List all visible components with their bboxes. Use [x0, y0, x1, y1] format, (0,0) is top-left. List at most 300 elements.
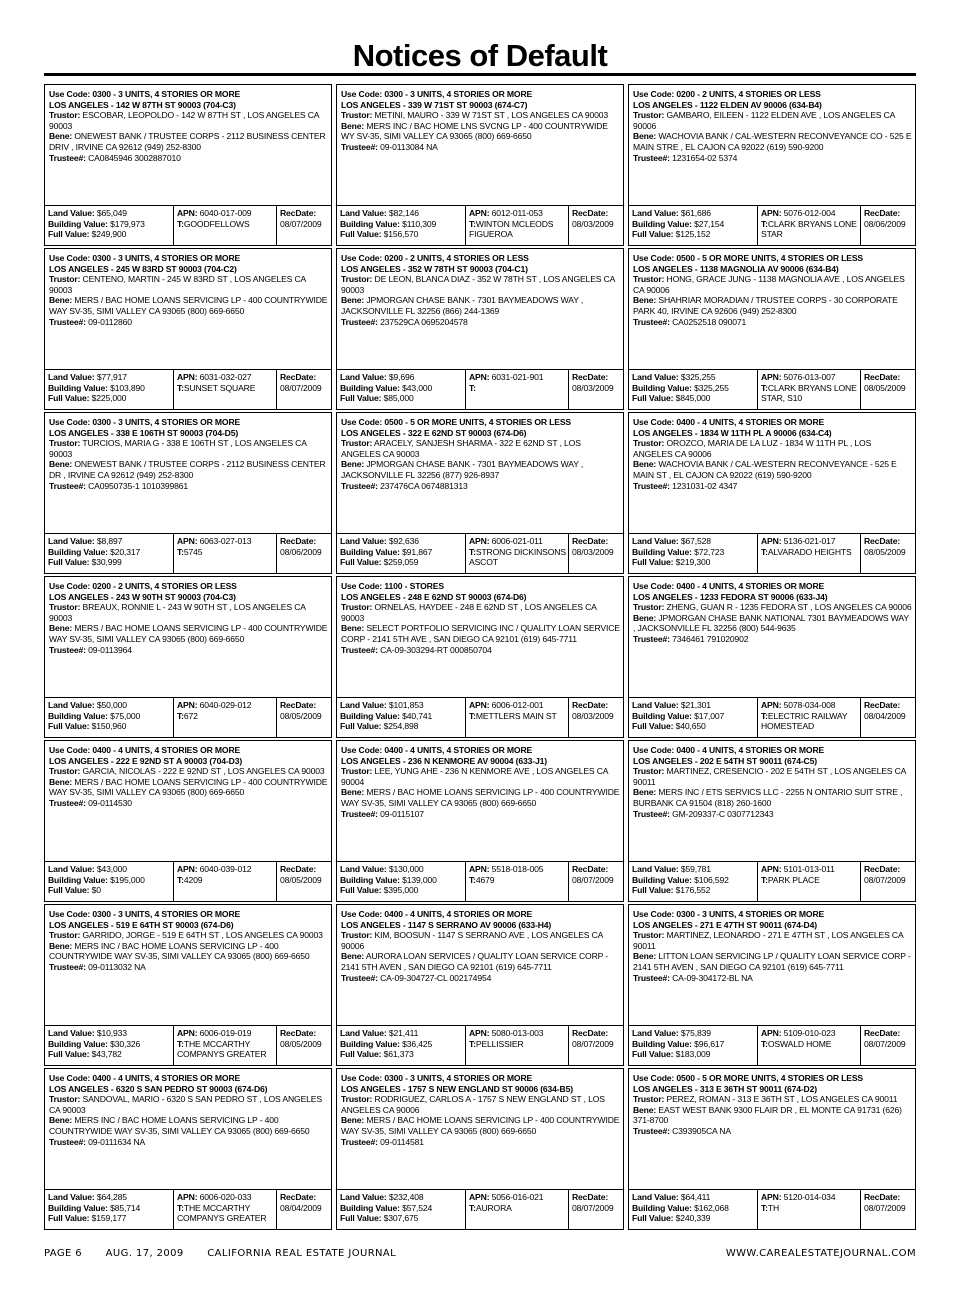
land-value-label: Land Value: — [340, 864, 387, 874]
apn-cell — [174, 369, 277, 410]
trustor-label: Trustor: — [633, 602, 665, 613]
building-value-label: Building Value: — [632, 218, 692, 229]
use-code: Use Code: 0500 - 5 OR MORE UNITS, 4 STORIES OR LESS — [341, 417, 572, 427]
bene-value: ONEWEST BANK / TRUSTEE CORPS - 2112 BUSINESS CENTER DRIV , IRVINE CA 92612 (949) 252-8300 — [49, 131, 326, 152]
bene-line — [49, 131, 328, 152]
full-value — [632, 393, 757, 404]
tract-line — [761, 383, 860, 404]
apn-value: 6040-029-012 — [199, 700, 252, 710]
building-value-amount: $27,154 — [694, 218, 725, 229]
apn-label: APN: — [761, 372, 782, 382]
recdate-cell — [861, 369, 916, 410]
trustee-value: CA-09-303294-RT 000850704 — [380, 644, 492, 655]
trustee-value: 09-0114581 — [380, 1136, 424, 1147]
trustee-line — [341, 142, 620, 153]
tract-line — [469, 1203, 568, 1214]
building-value — [340, 1039, 465, 1050]
trustor-line — [633, 274, 912, 295]
building-value — [632, 1039, 757, 1050]
full-value-amount: $845,000 — [675, 393, 711, 404]
tract-line — [469, 547, 568, 568]
building-value-label: Building Value: — [632, 1038, 692, 1049]
land-value-label: Land Value: — [340, 372, 387, 382]
trustee-line — [49, 1137, 328, 1148]
land-value-label: Land Value: — [632, 864, 679, 874]
trustee-value: C393905CA NA — [672, 1125, 731, 1136]
full-value-label: Full Value: — [340, 557, 382, 568]
notice-card — [336, 248, 624, 410]
values-row — [44, 533, 332, 574]
values-row — [628, 1025, 916, 1066]
apn-cell — [174, 533, 277, 574]
bene-value: MERS INC / BAC HOME LOANS SERVICING LP - 400 COUNTRYWIDE WAY SV-35, SIMI VALLEY CA 93065 (800) 669-6650 — [49, 940, 310, 962]
building-value-amount: $43,000 — [402, 382, 433, 393]
bene-value: SELECT PORTFOLIO SERVICING INC / QUALITY LOAN SERVICE CORP - 2141 5TH AVE , SAN DIEGO CA 92101 (619) 645-7711 — [341, 623, 620, 644]
tract-label: T: — [761, 546, 768, 557]
full-value-amount: $150,960 — [91, 721, 127, 732]
trustee-label: Trustee#: — [633, 633, 670, 644]
land-value-amount: $67,528 — [680, 536, 711, 546]
trustee-value: CA-09-304172-BL NA — [672, 972, 753, 983]
building-value — [340, 383, 465, 394]
tract-value: 5745 — [183, 546, 203, 557]
building-value — [340, 1203, 465, 1214]
apn-cell — [758, 369, 861, 410]
apn-line — [469, 700, 568, 711]
trustor-label: Trustor: — [633, 274, 665, 285]
trustor-line — [633, 766, 912, 787]
land-value — [48, 372, 173, 383]
land-value — [340, 208, 465, 219]
values-row — [628, 861, 916, 902]
notice-body — [336, 248, 624, 369]
values-row — [628, 697, 916, 738]
recdate-label: RecDate: — [280, 1192, 317, 1202]
building-value — [48, 547, 173, 558]
use-code: Use Code: 0200 - 2 UNITS, 4 STORIES OR LESS — [341, 253, 529, 263]
recdate-cell — [277, 1189, 332, 1230]
apn-cell — [174, 1025, 277, 1066]
building-value-label: Building Value: — [48, 874, 108, 885]
tract-label: T: — [177, 546, 184, 557]
tract-value: CLARK BRYANS LONE STAR — [761, 218, 857, 240]
trustee-label: Trustee#: — [49, 152, 86, 163]
full-value-label: Full Value: — [48, 229, 90, 240]
apn-line — [761, 208, 860, 219]
tract-label: T: — [177, 382, 184, 393]
building-value — [340, 875, 465, 886]
values-row — [628, 369, 916, 410]
tract-label: T: — [469, 1038, 476, 1049]
full-value-amount: $254,898 — [383, 721, 419, 732]
trustor-line — [341, 438, 620, 459]
building-value-label: Building Value: — [48, 546, 108, 557]
trustor-label: Trustor: — [341, 602, 373, 613]
apn-value: 6031-032-027 — [199, 372, 252, 382]
apn-label: APN: — [761, 536, 782, 546]
trustee-line — [49, 798, 328, 809]
trustor-label: Trustor: — [633, 438, 665, 449]
tract-value: STRONG DICKINSONS ASCOT — [469, 546, 566, 568]
website-link[interactable]: WWW.CAREALESTATEJOURNAL.COM — [725, 1248, 916, 1259]
apn-cell — [466, 1189, 569, 1230]
full-value — [632, 1049, 757, 1060]
notice-body — [44, 248, 332, 369]
apn-cell — [466, 697, 569, 738]
recdate-value: 08/04/2009 — [280, 1202, 322, 1213]
recdate-label: RecDate: — [280, 700, 317, 710]
bene-label: Bene: — [633, 131, 657, 142]
bene-value: MERS / BAC HOME LOANS SERVICING LP - 400 COUNTRYWIDE WAY SV-35, SIMI VALLEY CA 93065 (800) 669-6650 — [49, 623, 328, 644]
land-value-label: Land Value: — [48, 1192, 95, 1202]
trustor-value: PEREZ, ROMAN - 313 E 36TH ST , LOS ANGELES CA 90011 — [666, 1094, 898, 1105]
apn-cell — [466, 205, 569, 246]
tract-line — [469, 219, 568, 240]
trustee-line — [341, 973, 620, 984]
full-value-amount: $240,339 — [675, 1213, 711, 1224]
recdate-value: 08/04/2009 — [864, 710, 906, 721]
trustor-line — [633, 602, 912, 613]
land-value — [632, 372, 757, 383]
property-address: LOS ANGELES - 202 E 54TH ST 90011 (674-C5) — [633, 755, 817, 766]
notice-card — [44, 84, 332, 246]
recdate-cell — [861, 205, 916, 246]
recdate-cell — [569, 1025, 624, 1066]
property-address: LOS ANGELES - 142 W 87TH ST 90003 (704-C3) — [49, 99, 236, 110]
apn-value: 6006-012-001 — [491, 700, 544, 710]
trustor-line — [49, 766, 328, 777]
trustor-line — [633, 110, 912, 131]
building-value-label: Building Value: — [340, 874, 400, 885]
apn-value: 6006-021-011 — [491, 536, 543, 546]
recdate-cell — [277, 861, 332, 902]
recdate-value: 08/07/2009 — [864, 1038, 906, 1049]
trustee-value: CA0950735-1 1010399861 — [88, 480, 189, 491]
values-cell — [44, 697, 174, 738]
apn-label: APN: — [469, 1028, 490, 1038]
trustee-value: 09-0111634 NA — [88, 1136, 146, 1147]
trustee-label: Trustee#: — [49, 1136, 86, 1147]
full-value-label: Full Value: — [632, 1049, 674, 1060]
trustor-line — [341, 602, 620, 623]
trustor-line — [49, 1094, 328, 1115]
trustee-value: 1231031-02 4347 — [672, 480, 738, 491]
trustor-label: Trustor: — [633, 1094, 665, 1105]
recdate-label: RecDate: — [572, 208, 609, 218]
bene-line — [341, 459, 620, 480]
property-address: LOS ANGELES - 6320 S SAN PEDRO ST 90003 (674-D6) — [49, 1083, 268, 1094]
tract-line — [177, 383, 276, 394]
full-value — [340, 1213, 465, 1224]
trustee-value: GM-209337-C 0307712343 — [672, 808, 774, 819]
apn-value: 5076-013-007 — [783, 372, 836, 382]
notice-card — [628, 248, 916, 410]
full-value-label: Full Value: — [48, 1213, 90, 1224]
trustor-label: Trustor: — [49, 766, 81, 777]
full-value-amount: $183,009 — [675, 1049, 711, 1060]
tract-line — [177, 1203, 276, 1224]
building-value-label: Building Value: — [340, 218, 400, 229]
land-value-label: Land Value: — [632, 700, 679, 710]
building-value — [48, 711, 173, 722]
tract-label: T: — [761, 382, 768, 393]
trustee-label: Trustee#: — [49, 644, 86, 655]
full-value — [340, 229, 465, 240]
recdate-label: RecDate: — [864, 864, 901, 874]
recdate-cell — [277, 369, 332, 410]
land-value-amount: $9,696 — [388, 372, 415, 382]
full-value — [48, 393, 173, 404]
apn-line — [177, 700, 276, 711]
land-value-label: Land Value: — [632, 372, 679, 382]
apn-label: APN: — [469, 536, 490, 546]
tract-label: T: — [469, 546, 476, 557]
trustor-value: CENTENO, MARTIN - 245 W 83RD ST , LOS ANGELES CA 90003 — [49, 274, 306, 295]
building-value — [48, 875, 173, 886]
trustee-line — [341, 317, 620, 328]
full-value — [48, 1049, 173, 1060]
values-cell — [628, 861, 758, 902]
full-value — [340, 721, 465, 732]
tract-line — [177, 219, 276, 230]
recdate-label: RecDate: — [864, 208, 901, 218]
trustor-label: Trustor: — [633, 110, 665, 121]
apn-value: 5078-034-008 — [783, 700, 836, 710]
apn-line — [177, 1028, 276, 1039]
bene-value: LITTON LOAN SERVICING LP / QUALITY LOAN SERVICE CORP - 2141 5TH AVEN , SAN DIEGO CA 92101 (619) 645-7711 — [633, 951, 911, 972]
property-address: LOS ANGELES - 236 N KENMORE AV 90004 (633-J1) — [341, 755, 547, 766]
trustee-value: 09-0115107 — [380, 808, 424, 819]
notice-card — [44, 1068, 332, 1230]
recdate-label: RecDate: — [572, 536, 609, 546]
recdate-value: 08/07/2009 — [572, 1038, 614, 1049]
use-code: Use Code: 0300 - 3 UNITS, 4 STORIES OR MORE — [49, 909, 241, 919]
notice-body — [336, 740, 624, 861]
land-value — [632, 1028, 757, 1039]
trustee-line — [49, 962, 328, 973]
values-cell — [336, 697, 466, 738]
bene-label: Bene: — [341, 295, 365, 306]
building-value — [48, 1039, 173, 1050]
bene-value: JPMORGAN CHASE BANK - 7301 BAYMEADOWS WAY , JACKSONVILLE FL 32256 (866) 244-1369 — [341, 295, 584, 316]
recdate-value: 08/07/2009 — [280, 218, 322, 229]
trustee-line — [341, 1137, 620, 1148]
land-value-amount: $101,853 — [388, 700, 424, 710]
land-value-label: Land Value: — [632, 1028, 679, 1038]
land-value-amount: $82,146 — [388, 208, 419, 218]
apn-value: 6006-020-033 — [199, 1192, 252, 1202]
notice-card — [44, 904, 332, 1066]
recdate-value: 08/05/2009 — [864, 382, 906, 393]
trustee-label: Trustee#: — [49, 797, 86, 808]
apn-line — [469, 208, 568, 219]
trustee-label: Trustee#: — [341, 644, 378, 655]
land-value — [340, 536, 465, 547]
notice-card — [336, 1068, 624, 1230]
bene-label: Bene: — [49, 1115, 73, 1126]
tract-value: OSWALD HOME — [767, 1038, 832, 1049]
building-value-amount: $17,007 — [694, 710, 725, 721]
use-code: Use Code: 0400 - 4 UNITS, 4 STORIES OR MORE — [49, 745, 241, 755]
land-value-amount: $59,781 — [680, 864, 711, 874]
tract-line — [177, 875, 276, 886]
apn-label: APN: — [177, 536, 198, 546]
tract-label: T: — [177, 874, 184, 885]
recdate-label: RecDate: — [280, 1028, 317, 1038]
building-value-amount: $40,741 — [402, 710, 433, 721]
trustor-value: RODRIGUEZ, CARLOS A - 1757 S NEW ENGLAND ST , LOS ANGELES CA 90006 — [341, 1094, 605, 1115]
apn-cell — [466, 1025, 569, 1066]
apn-label: APN: — [469, 700, 490, 710]
tract-line — [761, 219, 860, 240]
building-value-amount: $103,890 — [110, 382, 145, 393]
bene-value: WACHOVIA BANK / CAL-WESTERN RECONVEYANCE - 525 E MAIN ST , EL CAJON CA 92022 (619) 590-9200 — [633, 459, 897, 480]
apn-label: APN: — [761, 864, 782, 874]
property-address: LOS ANGELES - 1834 W 11TH PL A 90006 (634-C4) — [633, 427, 832, 438]
notices-grid — [44, 84, 916, 1230]
building-value-amount: $20,317 — [110, 546, 141, 557]
trustor-value: GARCIA, NICOLAS - 222 E 92ND ST , LOS ANGELES CA 90003 — [82, 766, 325, 777]
notice-card — [44, 248, 332, 410]
building-value-label: Building Value: — [340, 382, 400, 393]
use-code: Use Code: 0400 - 4 UNITS, 4 STORIES OR MORE — [633, 745, 825, 755]
notice-body — [628, 248, 916, 369]
use-code: Use Code: 0200 - 2 UNITS, 4 STORIES OR LESS — [633, 89, 821, 99]
recdate-value: 08/05/2009 — [280, 1038, 322, 1049]
trustor-label: Trustor: — [49, 438, 81, 449]
recdate-label: RecDate: — [572, 864, 609, 874]
trustor-value: TURCIOS, MARIA G - 338 E 106TH ST , LOS ANGELES CA 90003 — [49, 438, 307, 459]
trustee-line — [633, 809, 912, 820]
tract-value: TH — [767, 1202, 780, 1213]
trustor-label: Trustor: — [49, 602, 81, 613]
notice-card — [628, 740, 916, 902]
trustee-line — [633, 973, 912, 984]
recdate-cell — [861, 533, 916, 574]
values-row — [44, 1189, 332, 1230]
bene-line — [341, 787, 620, 808]
tract-value: GOODFELLOWS — [183, 218, 250, 229]
full-value — [48, 885, 173, 896]
trustor-line — [49, 602, 328, 623]
land-value — [48, 1028, 173, 1039]
apn-cell — [174, 205, 277, 246]
building-value — [340, 219, 465, 230]
building-value-amount: $106,592 — [694, 874, 729, 885]
full-value-amount: $0 — [91, 885, 101, 896]
tract-value: THE MCCARTHY COMPANYS GREATER — [177, 1038, 267, 1060]
values-cell — [336, 1189, 466, 1230]
trustor-line — [49, 438, 328, 459]
land-value-label: Land Value: — [632, 536, 679, 546]
apn-line — [761, 700, 860, 711]
trustor-value: MARTINEZ, CRESENCIO - 202 E 54TH ST , LOS ANGELES CA 90011 — [633, 766, 906, 787]
apn-cell — [174, 697, 277, 738]
trustee-label: Trustee#: — [633, 972, 670, 983]
property-address: LOS ANGELES - 322 E 62ND ST 90003 (674-D6) — [341, 427, 527, 438]
building-value-amount: $96,617 — [694, 1038, 725, 1049]
trustor-value: MARTINEZ, LEONARDO - 271 E 47TH ST , LOS ANGELES CA 90011 — [633, 930, 904, 951]
apn-label: APN: — [469, 208, 490, 218]
apn-cell — [758, 1189, 861, 1230]
building-value — [340, 547, 465, 558]
bene-value: ONEWEST BANK / TRUSTEE CORPS - 2112 BUSINESS CENTER DR , IRVINE CA 92612 (949) 252-8300 — [49, 459, 326, 480]
use-code: Use Code: 1100 - STORES — [341, 581, 444, 591]
trustee-value: 09-0113084 NA — [380, 141, 438, 152]
land-value — [632, 700, 757, 711]
values-cell — [628, 533, 758, 574]
bene-value: EAST WEST BANK 9300 FLAIR DR , EL MONTE CA 91731 (626) 371-8700 — [633, 1104, 902, 1126]
land-value-label: Land Value: — [340, 700, 387, 710]
building-value — [632, 875, 757, 886]
page-number: PAGE 6 — [44, 1248, 83, 1259]
building-value-label: Building Value: — [632, 1202, 692, 1213]
trustor-label: Trustor: — [341, 930, 373, 941]
apn-cell — [466, 533, 569, 574]
property-address: LOS ANGELES - 1122 ELDEN AV 90006 (634-B4) — [633, 99, 822, 110]
land-value-amount: $77,917 — [96, 372, 127, 382]
land-value — [48, 208, 173, 219]
use-code: Use Code: 0500 - 5 OR MORE UNITS, 4 STORIES OR LESS — [633, 253, 864, 263]
tract-value: CLARK BRYANS LONE STAR, S10 — [761, 382, 857, 404]
land-value-label: Land Value: — [48, 536, 95, 546]
trustee-line — [49, 481, 328, 492]
notice-body — [336, 1068, 624, 1189]
full-value-label: Full Value: — [340, 1213, 382, 1224]
full-value — [632, 1213, 757, 1224]
recdate-value: 08/07/2009 — [864, 1202, 906, 1213]
building-value-label: Building Value: — [340, 1038, 400, 1049]
bene-value: MERS INC / ETS SERVICS LLC - 2255 N ONTARIO SUIT STRE , BURBANK CA 91504 (818) 260-1600 — [633, 787, 903, 808]
trustor-line — [341, 766, 620, 787]
apn-line — [177, 208, 276, 219]
land-value-amount: $130,000 — [388, 864, 424, 874]
use-code: Use Code: 0300 - 3 UNITS, 4 STORIES OR MORE — [633, 909, 825, 919]
bene-label: Bene: — [633, 951, 657, 962]
property-address: LOS ANGELES - 519 E 64TH ST 90003 (674-D6) — [49, 919, 234, 930]
recdate-cell — [277, 697, 332, 738]
values-row — [44, 697, 332, 738]
bene-line — [49, 777, 328, 798]
full-value-amount: $225,000 — [91, 393, 127, 404]
building-value-amount: $72,723 — [694, 546, 725, 557]
land-value-amount: $65,049 — [96, 208, 127, 218]
full-value-label: Full Value: — [48, 721, 90, 732]
recdate-cell — [569, 861, 624, 902]
trustor-label: Trustor: — [633, 766, 665, 777]
trustee-line — [633, 634, 912, 645]
full-value-amount: $307,675 — [383, 1213, 419, 1224]
tract-value: PARK PLACE — [767, 874, 820, 885]
land-value-amount: $21,411 — [388, 1028, 419, 1038]
property-address: LOS ANGELES - 313 E 36TH ST 90011 (674-D2) — [633, 1083, 817, 1094]
bene-line — [633, 613, 912, 634]
values-row — [336, 369, 624, 410]
notice-body — [44, 904, 332, 1025]
building-value-label: Building Value: — [632, 874, 692, 885]
property-address: LOS ANGELES - 1757 S NEW ENGLAND ST 90006 (634-B5) — [341, 1083, 573, 1094]
full-value-label: Full Value: — [48, 1049, 90, 1060]
trustor-value: GARRIDO, JORGE - 519 E 64TH ST , LOS ANGELES CA 90003 — [82, 930, 323, 941]
bene-value: JPMORGAN CHASE BANK - 7301 BAYMEADOWS WAY , JACKSONVILLE FL 32256 (877) 926-8937 — [341, 459, 584, 480]
recdate-value: 08/06/2009 — [864, 218, 906, 229]
property-address: LOS ANGELES - 1138 MAGNOLIA AV 90006 (634-B4) — [633, 263, 839, 274]
full-value — [48, 229, 173, 240]
tract-value: THE MCCARTHY COMPANYS GREATER — [177, 1202, 267, 1224]
tract-label: T: — [469, 874, 476, 885]
building-value-label: Building Value: — [632, 382, 692, 393]
apn-cell — [758, 533, 861, 574]
